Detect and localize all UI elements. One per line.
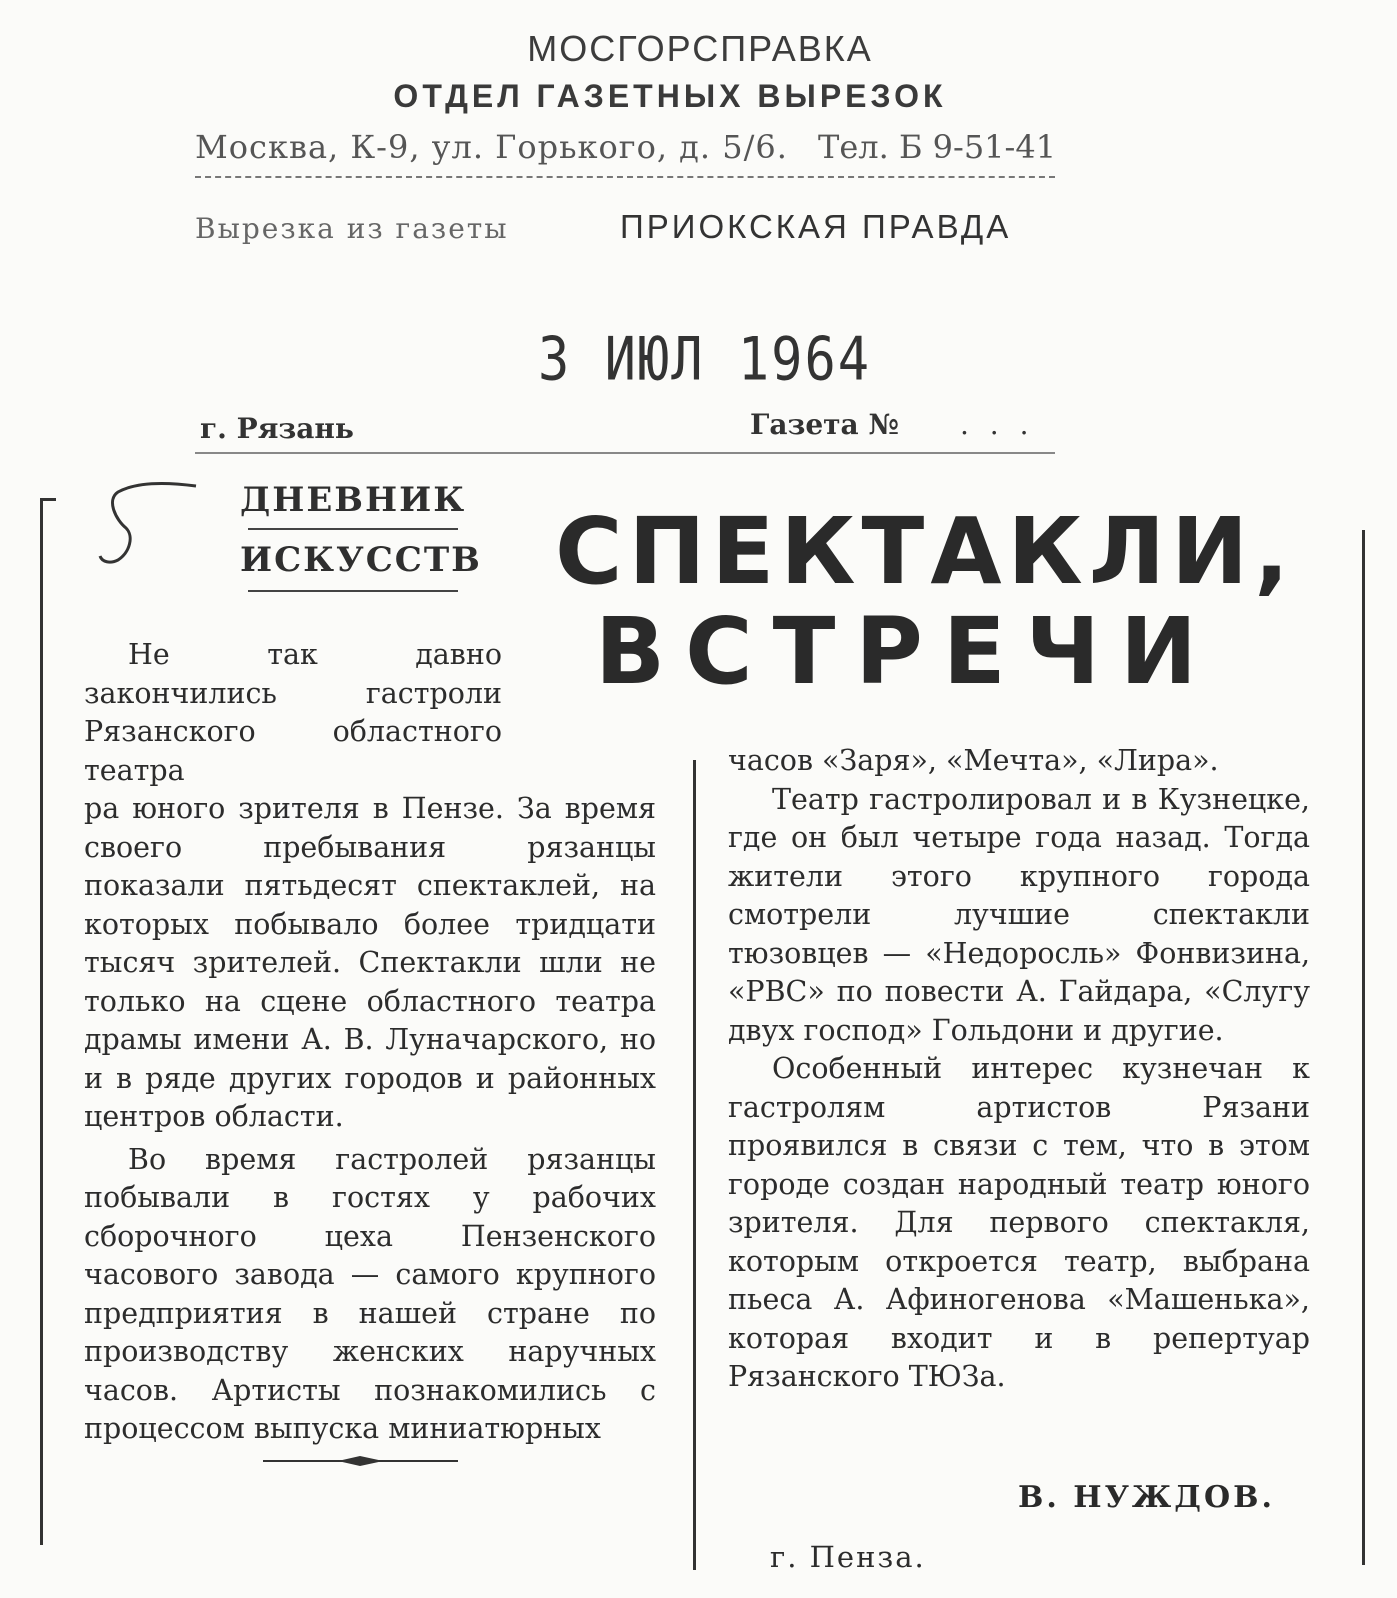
column-rule-middle	[693, 760, 696, 1570]
header-org: МОСГОРСПРАВКА	[527, 28, 873, 69]
left-paragraph-1-start: Не так давно закончились гастроли Рязанского областного театра	[84, 638, 502, 787]
handwritten-mark-icon	[96, 480, 206, 570]
left-paragraph-1-rest: ра юного зрителя в Пензе. За время своего пребывания рязанцы показали пятьдесят спектаклей, на которых побывало более тридцати тысяч зрителей. Спектакли шли не только на сцене областного театра драмы имени А. В. Луначарского, но и в ряде других городов и районных центров области.	[84, 792, 656, 1133]
city: г. Рязань	[200, 412, 354, 445]
column-rule-right	[1362, 530, 1365, 1565]
rubric-divider	[248, 528, 458, 530]
rubric-underline	[248, 590, 458, 592]
header-rule	[195, 176, 1055, 178]
paper-name: ПРИОКСКАЯ ПРАВДА	[620, 208, 1012, 245]
right-paragraph-0: часов «Заря», «Мечта», «Лира».	[728, 744, 1219, 777]
header-phone: Тел. Б 9-51-41	[818, 128, 1057, 166]
ornament-divider-icon	[263, 1455, 458, 1467]
date-stamp: 3 ИЮЛ 1964	[538, 325, 872, 395]
header-dept: ОТДЕЛ ГАЗЕТНЫХ ВЫРЕЗОК	[393, 78, 947, 114]
right-paragraph-2: Особенный интерес кузнечан к гастролям артистов Рязани проявился в связи с тем, что в этом городе создан народный театр юного зрителя. Для первого спектакля, которым откроется театр, выбрана пьеса А. Афиногенова «Машенька», которая входит и в репертуар Рязанского ТЮЗа.	[728, 1052, 1310, 1393]
author: В. НУЖДОВ.	[1018, 1480, 1275, 1515]
left-column	[84, 636, 656, 1449]
headline-line-2: ВСТРЕЧИ	[595, 598, 1218, 705]
rubric-line-1: ДНЕВНИК	[240, 480, 467, 520]
right-paragraph-1: Театр гастролировал и в Кузнецке, где он был четыре года назад. Тогда жители этого крупного города смотрели лучшие спектакли тюзовцев — «Недоросль» Фонвизина, «РВС» по повести А. Гайдара, «Слугу двух господ» Гольдони и другие.	[728, 782, 1310, 1047]
column-rule-left	[40, 500, 43, 1545]
column-rule-top	[40, 498, 56, 501]
left-paragraph-2: Во время гастролей рязанцы побывали в гостях у рабочих сборочного цеха Пензенского часового завода — самого крупного предприятия в нашей стране по производству женских наручных часов. Артисты познакомились с процессом выпуска миниатюрных	[84, 1142, 656, 1445]
paper-number-label: Газета №	[750, 408, 899, 441]
header-bottom-rule	[195, 452, 1055, 454]
header-address: Москва, К-9, ул. Горького, д. 5/6.	[195, 128, 788, 166]
clip-label: Вырезка из газеты	[195, 212, 509, 245]
headline-line-1: СПЕКТАКЛИ,	[555, 498, 1296, 605]
rubric-line-2: ИСКУССТВ	[240, 540, 482, 580]
right-column	[728, 742, 1310, 1397]
place: г. Пенза.	[770, 1540, 926, 1574]
paper-number-value: . . .	[960, 408, 1035, 441]
